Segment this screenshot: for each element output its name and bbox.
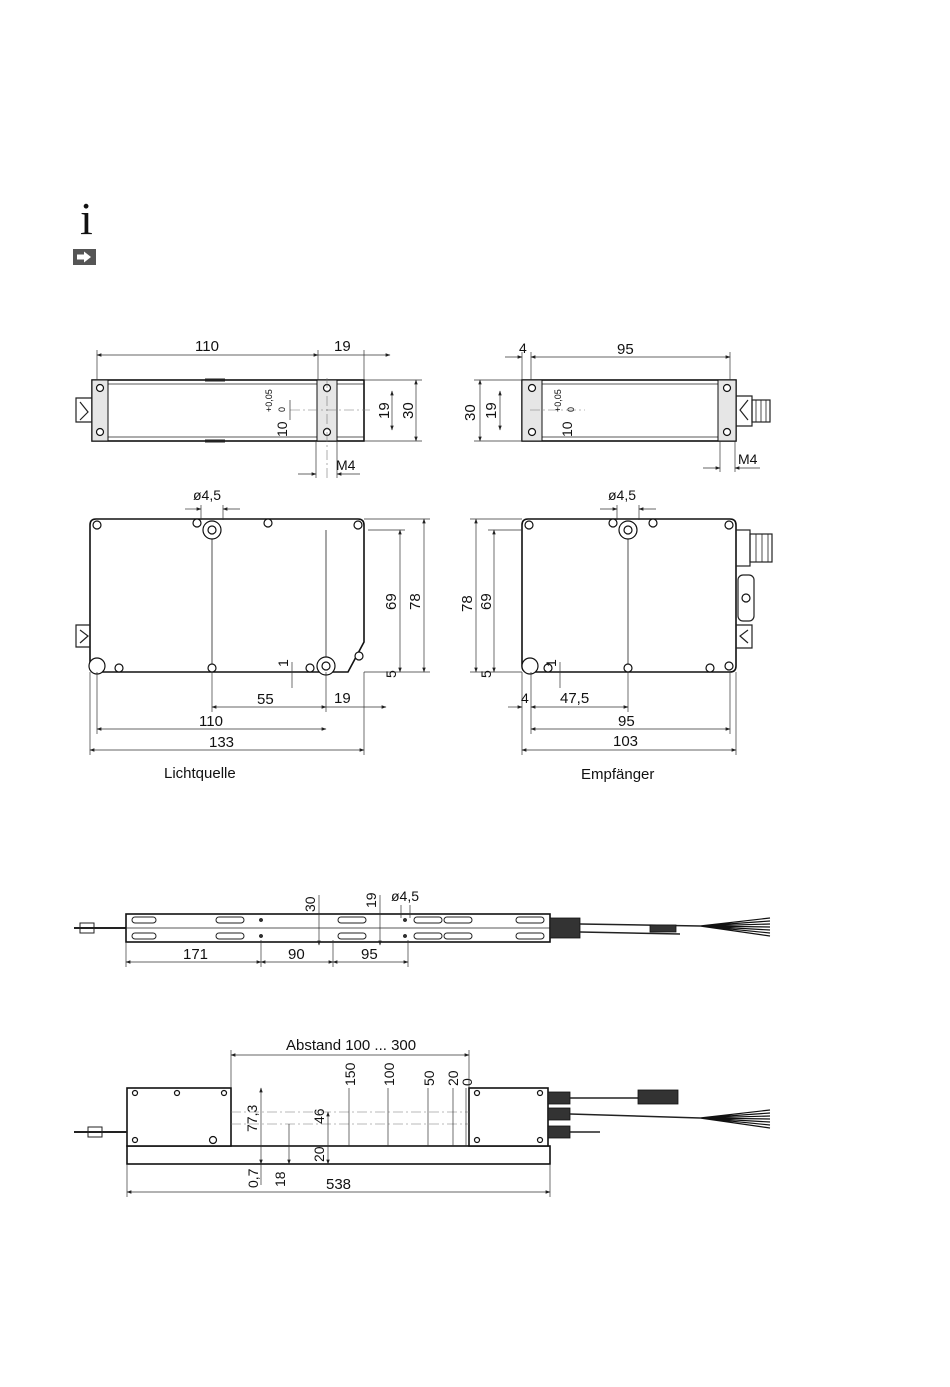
- rail-side-view: [74, 1037, 770, 1197]
- dim-171: 171: [183, 946, 209, 963]
- dim-30r: 30: [462, 404, 479, 421]
- dim-10r: 10: [559, 421, 575, 437]
- dim-110: 110: [195, 338, 219, 355]
- dim-10: 10: [274, 421, 290, 437]
- dim-78r: 78: [459, 595, 476, 612]
- tol-zero-r: 0: [566, 406, 576, 412]
- dim-110p: 110: [199, 713, 223, 730]
- dim-5r: 5: [478, 670, 494, 678]
- label-abstand: Abstand 100 ... 300: [286, 1037, 417, 1054]
- plan-view-receiver: [459, 487, 772, 783]
- info-icon: i: [80, 193, 93, 244]
- dim-07: 0,7: [245, 1168, 261, 1188]
- tol-plus: +0,05: [264, 389, 274, 412]
- dim-100: 100: [381, 1062, 397, 1086]
- label-lichtquelle: Lichtquelle: [164, 765, 236, 782]
- dim-150: 150: [342, 1062, 358, 1086]
- dim-0: 0: [459, 1078, 475, 1086]
- dim-95p: 95: [618, 713, 635, 730]
- dim-bore-t: ø4,5: [391, 888, 420, 904]
- tol-plus-r: +0,05: [553, 389, 563, 412]
- dim-538: 538: [326, 1176, 352, 1193]
- dim-bore-l: ø4,5: [193, 487, 222, 503]
- dim-95t: 95: [361, 946, 378, 963]
- dim-1r: 1: [543, 659, 559, 667]
- dim-19v: 19: [376, 402, 393, 419]
- dim-773: 77,3: [244, 1104, 260, 1132]
- tol-zero: 0: [277, 406, 287, 412]
- plan-view-light-source: [76, 487, 430, 782]
- dim-69l: 69: [383, 593, 400, 610]
- dim-50: 50: [421, 1070, 437, 1086]
- label-empfaenger: Empfänger: [581, 766, 655, 783]
- dim-20: 20: [445, 1070, 461, 1086]
- dim-90: 90: [288, 946, 305, 963]
- dim-95: 95: [617, 341, 634, 358]
- dim-69r: 69: [478, 593, 495, 610]
- dim-78l: 78: [407, 593, 424, 610]
- dim-55: 55: [257, 691, 274, 708]
- dim-19p: 19: [334, 690, 351, 707]
- dim-30: 30: [400, 402, 417, 419]
- dim-19r: 19: [483, 402, 500, 419]
- dim-m4r: M4: [738, 451, 758, 467]
- dim-m4: M4: [336, 457, 356, 473]
- dim-bore-r: ø4,5: [608, 487, 637, 503]
- dim-4p: 4: [521, 690, 529, 706]
- top-view-receiver: [462, 340, 770, 472]
- rail-top-view: [74, 888, 770, 967]
- dim-1l: 1: [275, 659, 291, 667]
- dim-5l: 5: [383, 670, 399, 678]
- dim-4: 4: [519, 340, 527, 356]
- dim-133: 133: [209, 734, 235, 751]
- dim-19: 19: [334, 338, 351, 355]
- dim-18: 18: [272, 1171, 288, 1187]
- dim-475: 47,5: [560, 690, 590, 707]
- dim-30t: 30: [302, 896, 318, 912]
- dim-46: 46: [311, 1108, 327, 1124]
- top-view-light-source: [76, 338, 422, 480]
- dim-103: 103: [613, 733, 639, 750]
- dim-19t: 19: [363, 892, 379, 908]
- dim-20s: 20: [311, 1146, 327, 1162]
